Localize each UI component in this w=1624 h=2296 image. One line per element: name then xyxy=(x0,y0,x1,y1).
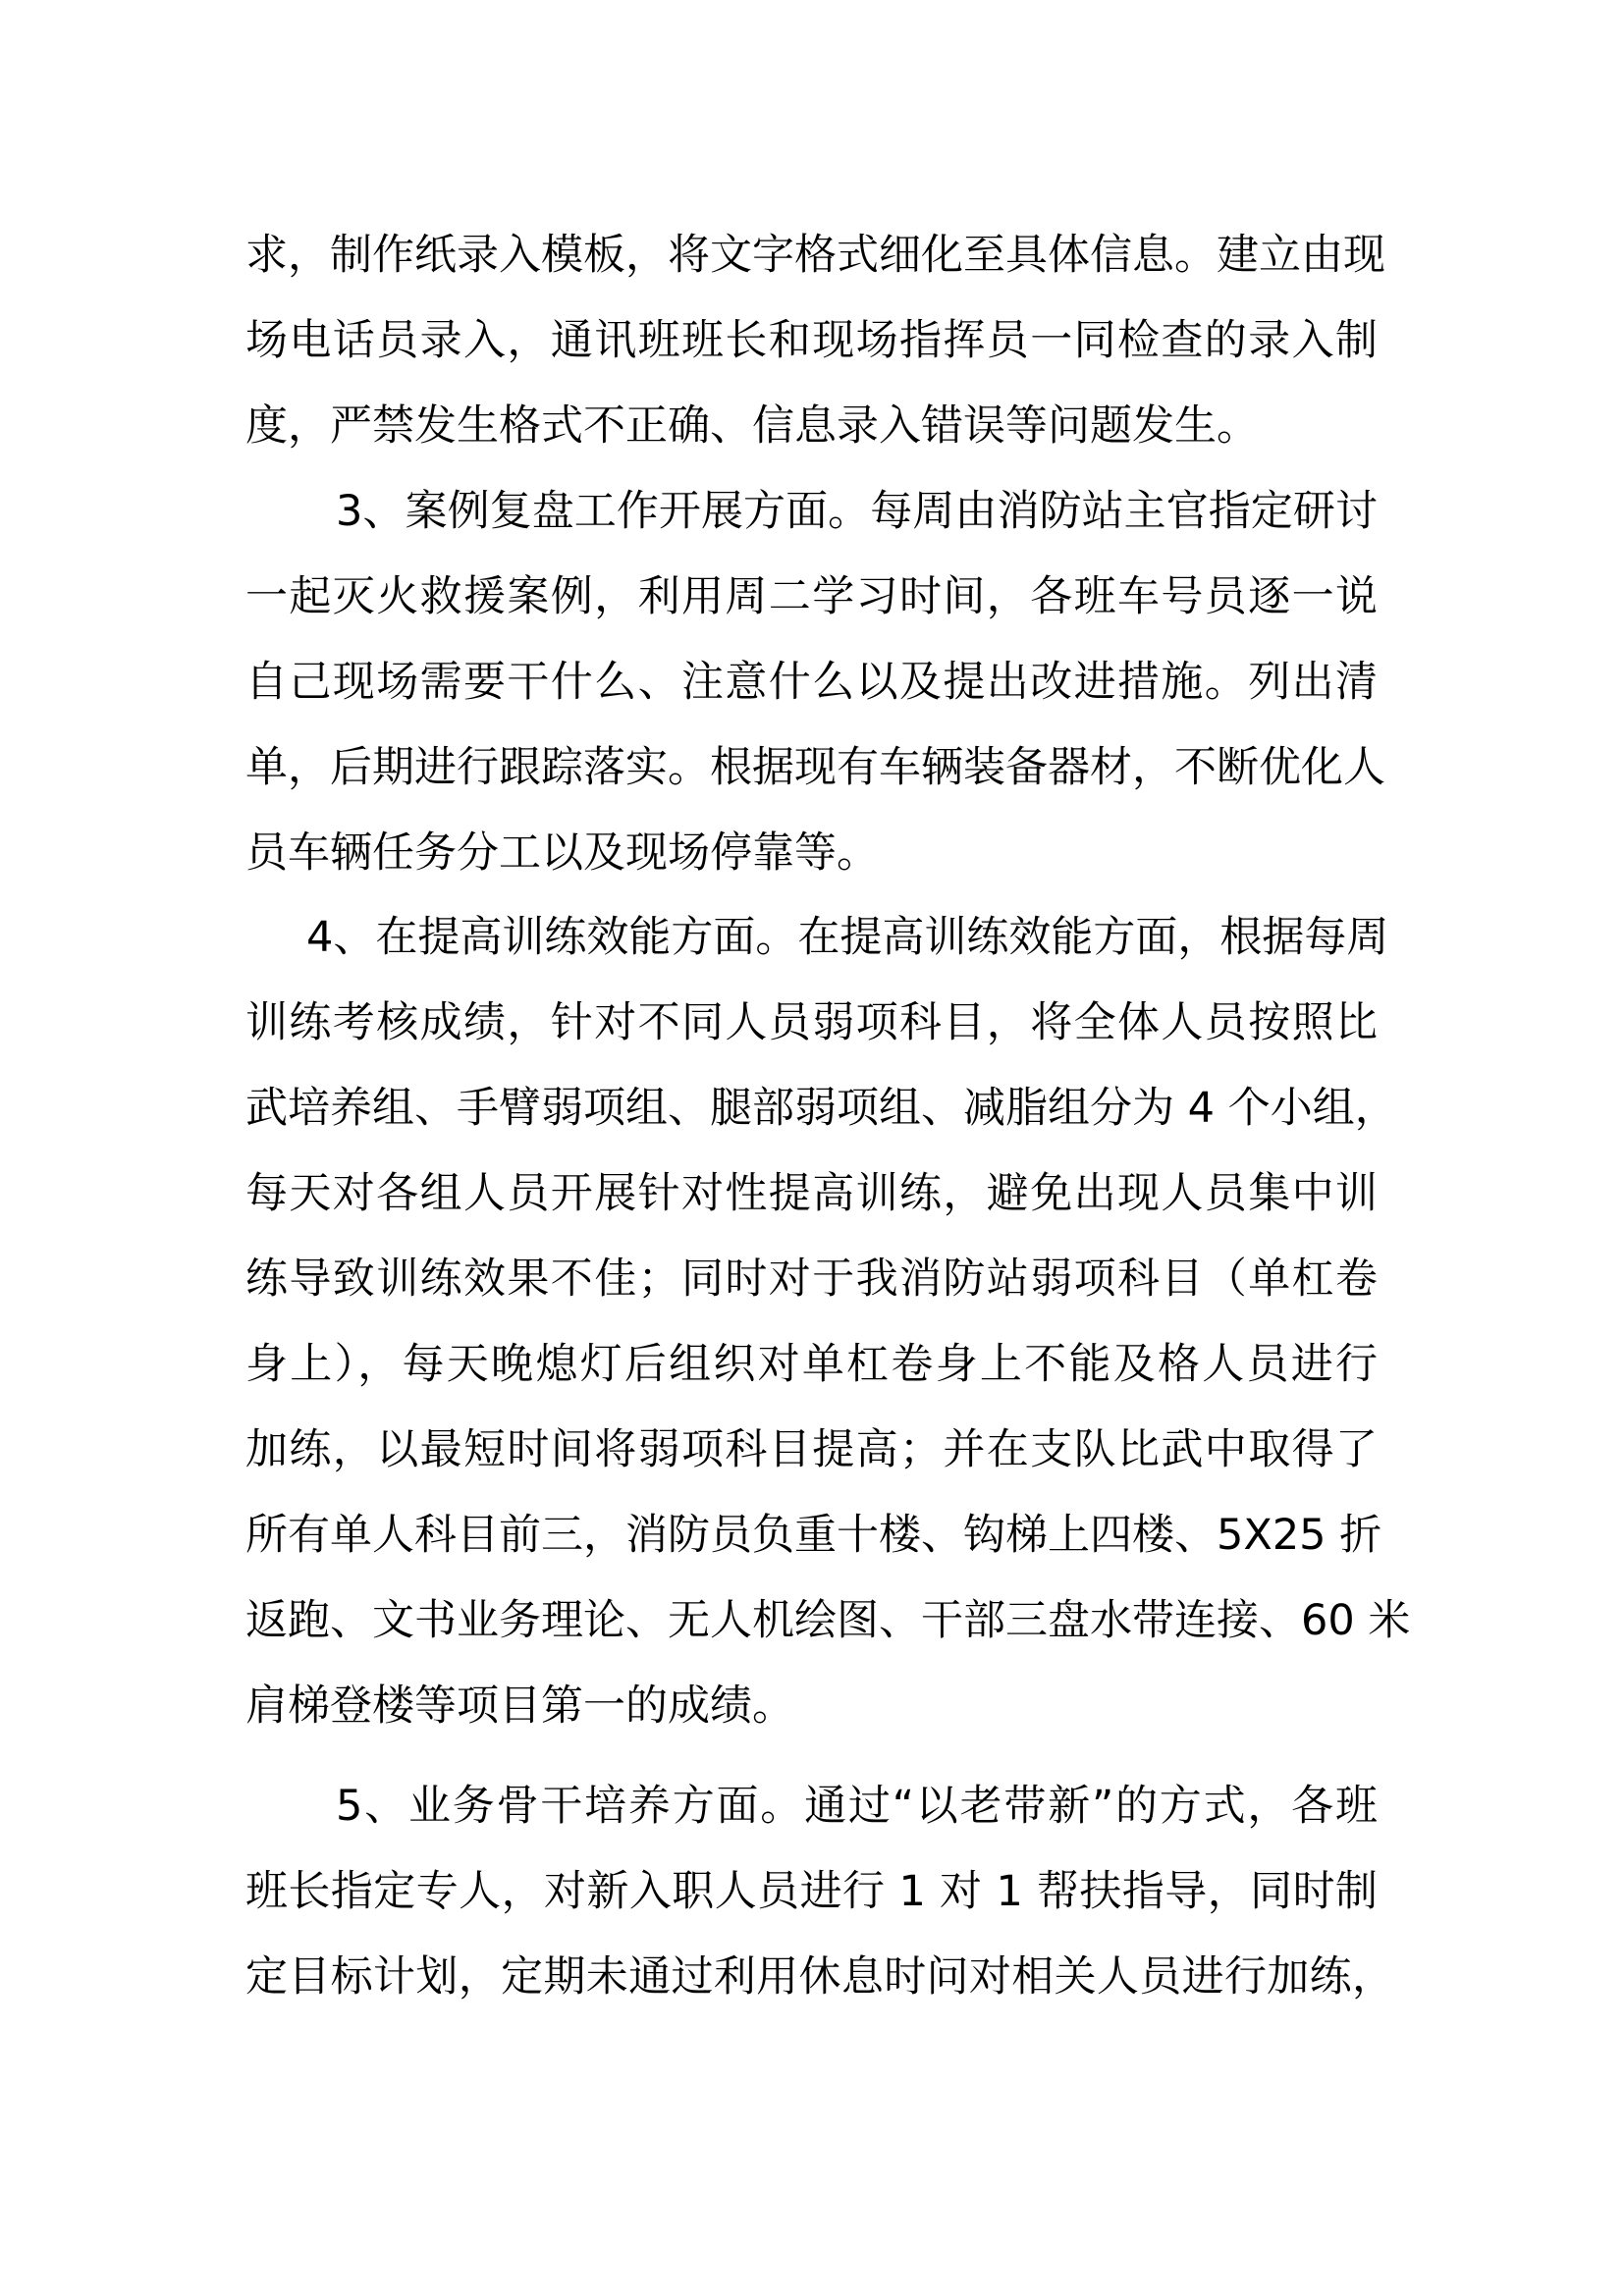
paragraph-line: 肩梯登楼等项目第一的成绩。 xyxy=(245,1682,794,1731)
paragraph-line: 定目标计划，定期未通过利用休息时问对相关人员进行加练， xyxy=(245,1952,1394,2002)
paragraph-line: 身上），每天晚熄灯后组织对单杠卷身上不能及格人员进行 xyxy=(245,1340,1378,1389)
paragraph-line: 员车辆任务分工以及现场停靠等。 xyxy=(245,828,879,878)
paragraph-line: 班长指定专人，对新入职人员进行 1 对 1 帮扶指导，同时制 xyxy=(245,1867,1378,1916)
paragraph-line: 训练考核成绩，针对不同人员弱项科目，将全体人员按照比 xyxy=(245,998,1378,1047)
paragraph-heading-line: 5、业务骨干培养方面。通过“以老带新”的方式，各班 xyxy=(336,1782,1378,1831)
paragraph-line: 加练，以最短时间将弱项科目提高；并在支队比武中取得了 xyxy=(245,1425,1378,1474)
paragraph-line: 求，制作纸录入模板，将文字格式细化至具体信息。建立由现 xyxy=(245,231,1385,280)
paragraph-line: 练导致训练效果不佳；同时对于我消防站弱项科目（单杠卷 xyxy=(245,1255,1378,1304)
paragraph-line: 度，严禁发生格式不正确、信息录入错误等问题发生。 xyxy=(245,401,1259,451)
paragraph-heading-line: 3、案例复盘工作开展方面。每周由消防站主官指定研讨 xyxy=(336,487,1378,536)
paragraph-line: 单，后期进行跟踪落实。根据现有车辆装备器材，不断优化人 xyxy=(245,743,1385,792)
paragraph-line: 返跑、文书业务理论、无人机绘图、干部三盘水带连接、60 米 xyxy=(245,1596,1411,1645)
paragraph-line: 每天对各组人员开展针对性提高训练，避免出现人员集中训 xyxy=(245,1169,1378,1218)
paragraph-line: 一起灭火救援案例，利用周二学习时间，各班车号员逐一说 xyxy=(245,572,1378,621)
paragraph-line: 场电话员录入，通讯班班长和现场指挥员一同检查的录入制 xyxy=(245,316,1378,365)
paragraph-line: 武培养组、手臂弱项组、腿部弱项组、减脂组分为 4 个小组， xyxy=(245,1084,1397,1133)
paragraph-heading-line: 4、在提高训练效能方面。在提高训练效能方面，根据每周 xyxy=(306,913,1389,962)
paragraph-line: 所有单人科目前三，消防员负重十楼、钩梯上四楼、5X25 折 xyxy=(245,1511,1382,1560)
paragraph-line: 自己现场需要干什么、注意什么以及提出改进措施。列出清 xyxy=(245,658,1378,707)
